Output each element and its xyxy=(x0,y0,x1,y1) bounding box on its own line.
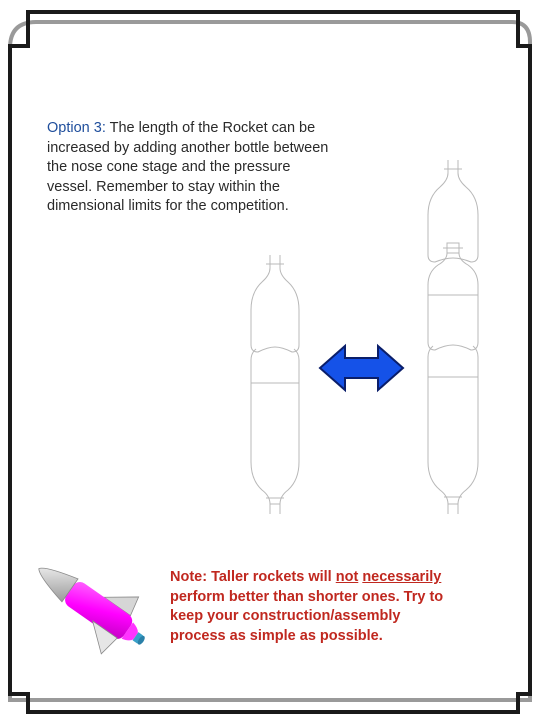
note-part-1: Note: Taller rockets will xyxy=(170,569,336,585)
note-paragraph xyxy=(170,568,460,646)
option-3-label: Option 3: xyxy=(47,120,106,136)
note-emphasis-not: not xyxy=(335,569,359,585)
option-3-body: The length of the Rocket can be increased by adding another bottle between the nose cone stage and the pressure vessel. Remember to stay within the dimensional limits for the competition. xyxy=(47,120,329,214)
note-part-3: perform better than shorter ones. Try to keep your construction/assembly process as simple as possible. xyxy=(170,588,444,644)
note-emphasis-necessarily: necessarily xyxy=(362,569,442,585)
